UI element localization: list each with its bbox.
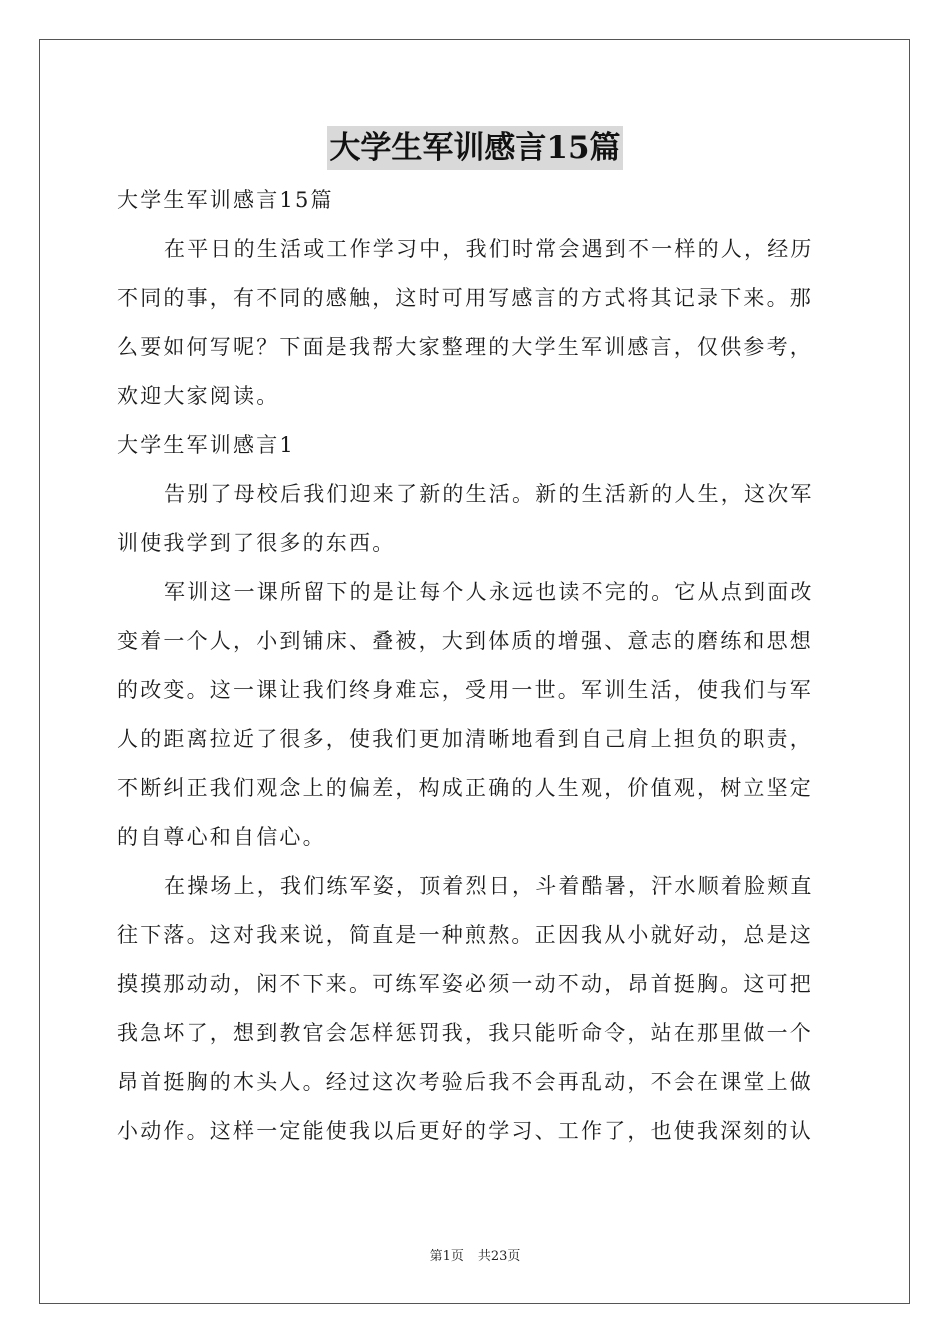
text-line: 大学生军训感言15篇 [117,188,334,212]
page-footer [0,1245,950,1264]
text-line: 小动作。这样一定能使我以后更好的学习、工作了，也使我深刻的认 [117,1119,813,1143]
text-line: 变着一个人，小到铺床、叠被，大到体质的增强、意志的磨练和思想 [117,629,813,653]
page-total: 共23页 [477,1249,521,1264]
text-line: 我急坏了，想到教官会怎样惩罚我，我只能听命令，站在那里做一个 [117,1021,813,1045]
text-line: 昂首挺胸的木头人。经过这次考验后我不会再乱动，不会在课堂上做 [117,1070,813,1094]
text-line: 军训这一课所留下的是让每个人永远也读不完的。它从点到面改 [164,580,814,604]
title-container [0,126,950,170]
text-line: 往下落。这对我来说，简直是一种煎熬。正因我从小就好动，总是这 [117,923,813,947]
text-line: 训使我学到了很多的东西。 [117,531,396,555]
text-line: 在平日的生活或工作学习中，我们时常会遇到不一样的人，经历 [164,237,814,261]
page-number: 第1页 [429,1249,464,1264]
text-line: 欢迎大家阅读。 [117,384,280,408]
text-line: 么要如何写呢？下面是我帮大家整理的大学生军训感言，仅供参考， [117,335,813,359]
document-title: 大学生军训感言15篇 [327,126,622,170]
text-line: 在操场上，我们练军姿，顶着烈日，斗着酷暑，汗水顺着脸颊直 [164,874,814,898]
text-line: 的改变。这一课让我们终身难忘，受用一世。军训生活，使我们与军 [117,678,813,702]
text-line: 人的距离拉近了很多，使我们更加清晰地看到自己肩上担负的职责， [117,727,813,751]
text-line: 的自尊心和自信心。 [117,825,326,849]
text-line: 不同的事，有不同的感触，这时可用写感言的方式将其记录下来。那 [117,286,813,310]
text-line: 摸摸那动动，闲不下来。可练军姿必须一动不动，昂首挺胸。这可把 [117,972,813,996]
text-line: 告别了母校后我们迎来了新的生活。新的生活新的人生，这次军 [164,482,814,506]
document-body [117,176,833,1156]
text-line: 不断纠正我们观念上的偏差，构成正确的人生观，价值观，树立坚定 [117,776,813,800]
section-heading: 大学生军训感言1 [117,433,295,457]
